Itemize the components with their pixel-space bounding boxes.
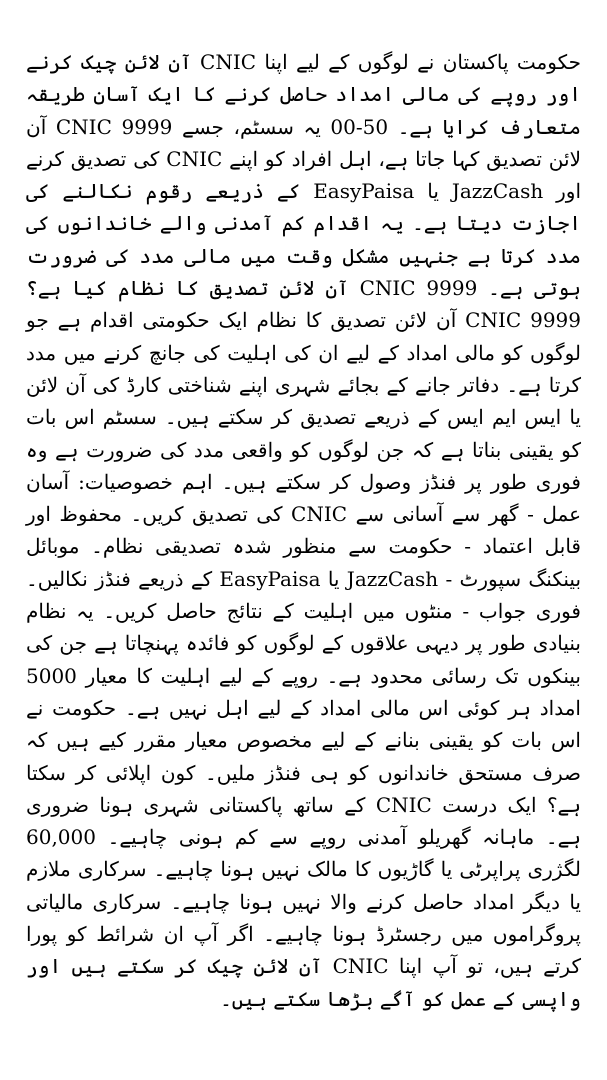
article-body: حکومت پاکستان نے لوگوں کے لیے اپنا CNIC آن لائن چیک کرنے اور روپے کی مالی امداد حاصل کرنے کا ایک آسان طریقہ متعارف کرایا ہے۔ 50-00 یہ سسٹم، جسے CNIC 9999 آن لائن تصدیق کہا جاتا ہے، اہل افراد کو اپنے CNIC کی تصدیق کرنے اور JazzCash یا EasyPaisa کے ذریعے رقوم نکالنے کی اجازت دیتا ہے۔ یہ اقدام کم آمدنی والے خاندانوں کی مدد کرتا ہے جنہیں مشکل وقت میں مالی مدد کی ضرورت ہوتی ہے۔ CNIC 9999 آن لائن تصدیق کا نظام کیا ہے؟ CNIC 9999 آن لائن تصدیق کا نظام ایک حکومتی اقدام ہے جو لوگوں کو مالی امداد کے لیے ان کی اہلیت کی جانچ کرنے میں مدد کرتا ہے۔ دفاتر جانے کے بجائے شہری اپنے شناختی کارڈ کی آن لائن یا ایس ایم ایس کے ذریعے تصدیق کر سکتے ہیں۔ سسٹم اس بات کو یقینی بناتا ہے کہ جن لوگوں کو واقعی مدد کی ضرورت ہے وہ فوری طور پر فنڈز وصول کر سکتے ہیں۔ اہم خصوصیات: آسان عمل - گھر سے آسانی سے CNIC کی تصدیق کریں۔ محفوظ اور قابل اعتماد - حکومت سے منظور شدہ تصدیقی نظام۔ موبائل بینکنگ سپورٹ - JazzCash یا EasyPaisa کے ذریعے فنڈز نکالیں۔ فوری جواب - منٹوں میں اہلیت کے نتائج حاصل کریں۔ یہ نظام بنیادی طور پر دیہی علاقوں کے لوگوں کو فائدہ پہنچاتا ہے جن کی بینکوں تک رسائی محدود ہے۔ روپے کے لیے اہلیت کا معیار 5000 امداد ہر کوئی اس مالی امداد کے لیے اہل نہیں ہے۔ حکومت نے اس بات کو یقینی بنانے کے لیے مخصوص معیار مقرر کیے ہیں کہ صرف مستحق خاندانوں کو ہی فنڈز ملیں۔ کون اپلائی کر سکتا ہے؟ ایک درست CNIC کے ساتھ پاکستانی شہری ہونا ضروری ہے۔ ماہانہ گھریلو آمدنی روپے سے کم ہونی چاہیے۔ 60,000 لگژری پراپرٹی یا گاڑیوں کا مالک نہیں ہونا چاہیے۔ سرکاری ملازم یا دیگر امداد حاصل کرنے والا نہیں ہونا چاہیے۔ سرکاری مالیاتی پروگراموں میں رجسٹرڈ ہونا چاہیے۔ اگر آپ ان شرائط کو پورا کرتے ہیں، تو آپ اپنا CNIC آن لائن چیک کر سکتے ہیں اور واپسی کے عمل کو آگے بڑھا سکتے ہیں۔ [26, 50, 582, 1011]
